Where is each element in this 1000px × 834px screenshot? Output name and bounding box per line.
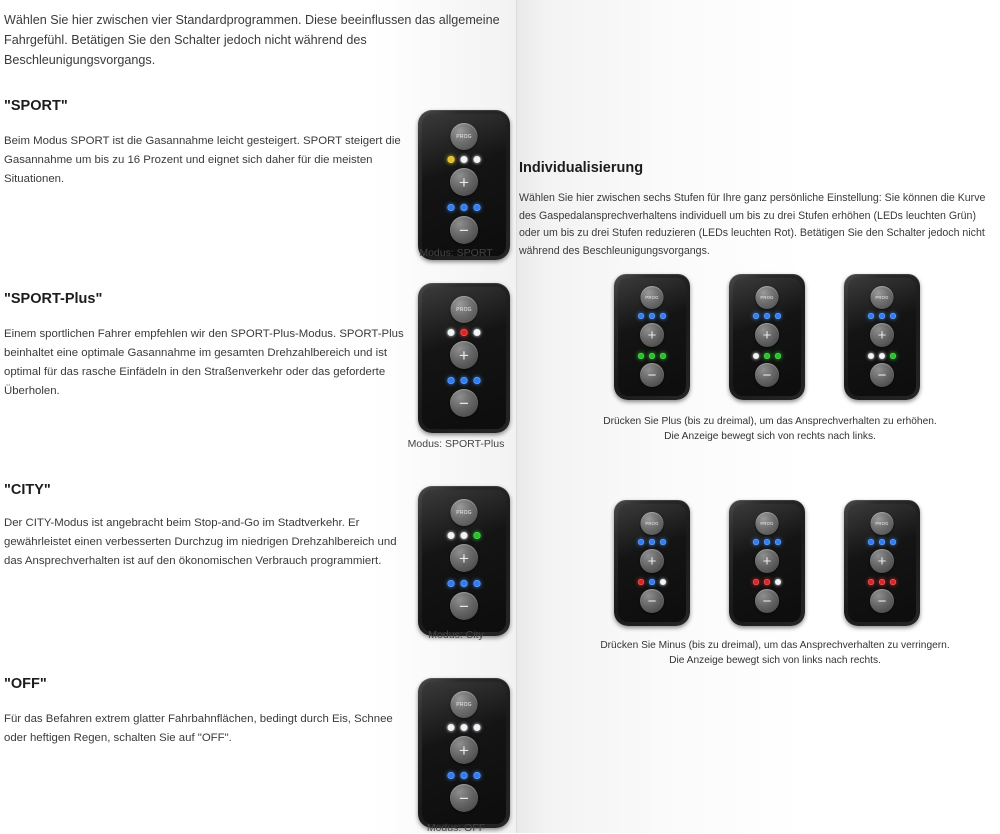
sport-led-row bbox=[448, 204, 481, 211]
plus-2-prog-knob[interactable]: PROG bbox=[756, 286, 779, 309]
minus-3-plus-button[interactable]: + bbox=[870, 549, 894, 573]
minus-2-face bbox=[733, 504, 801, 622]
plus-1-led-blue bbox=[638, 313, 644, 319]
sport-led-row bbox=[448, 156, 481, 163]
device-plus-step-3[interactable] bbox=[844, 274, 920, 400]
minus-3-led-red bbox=[890, 579, 896, 585]
plus-3-led-row bbox=[868, 313, 896, 319]
minus-1-led-blue bbox=[649, 579, 655, 585]
minus-2-plus-button[interactable]: + bbox=[755, 549, 779, 573]
off-prog-knob[interactable]: PROG bbox=[451, 691, 478, 718]
minus-3-led-red bbox=[868, 579, 874, 585]
minus-3-face bbox=[848, 504, 916, 622]
city-led-white bbox=[448, 532, 455, 539]
plus-1-minus-button[interactable]: − bbox=[640, 363, 664, 387]
plus-3-led-blue bbox=[879, 313, 885, 319]
city-prog-knob[interactable]: PROG bbox=[451, 499, 478, 526]
plus-3-prog-knob[interactable]: PROG bbox=[871, 286, 894, 309]
caption-city: Modus: City bbox=[428, 629, 484, 641]
device-plus-step-2[interactable] bbox=[729, 274, 805, 400]
off-led-blue bbox=[474, 772, 481, 779]
sport-plus-prog-knob[interactable]: PROG bbox=[451, 296, 478, 323]
sport-plus-led-blue bbox=[474, 377, 481, 384]
plus-2-led-row bbox=[753, 313, 781, 319]
plus-1-face bbox=[618, 278, 686, 396]
plus-3-face bbox=[848, 278, 916, 396]
section-title-city: "CITY" bbox=[4, 482, 51, 498]
off-plus-button[interactable]: + bbox=[450, 736, 478, 764]
device-off[interactable] bbox=[418, 678, 510, 828]
caption-off: Modus: OFF bbox=[426, 822, 486, 834]
plus-3-plus-button[interactable]: + bbox=[870, 323, 894, 347]
sport-plus-button[interactable]: + bbox=[450, 168, 478, 196]
sport-plus-led-blue bbox=[461, 377, 468, 384]
caption-minus-row: Drücken Sie Minus (bis zu dreimal), um das Ansprechverhalten zu verringern. Die Anzeige bewegt sich von links nach rechts. bbox=[600, 640, 950, 666]
city-minus-button[interactable]: − bbox=[450, 592, 478, 620]
off-led-white bbox=[448, 724, 455, 731]
minus-1-led-row bbox=[638, 579, 666, 585]
off-led-row bbox=[448, 772, 481, 779]
minus-3-led-row bbox=[868, 539, 896, 545]
sport-led-blue bbox=[474, 204, 481, 211]
minus-3-led-blue bbox=[868, 539, 874, 545]
minus-3-led-red bbox=[879, 579, 885, 585]
plus-2-led-blue bbox=[753, 313, 759, 319]
device-plus-step-1[interactable] bbox=[614, 274, 690, 400]
caption-sport-plus: Modus: SPORT-Plus bbox=[407, 438, 505, 450]
individualisierung-body: Wählen Sie hier zwischen sechs Stufen für Ihre ganz persönliche Einstellung: Sie können die Kurve des Gaspedalansprechverhaltens individuell um bis zu drei Stufen erhöhen (LEDs leuchten Grün) oder um bis zu drei Stufen reduzieren (LEDs leuchten Rot). Betätigen Sie den Schalter jedoch nicht während des Beschleunigungsvorgangs. bbox=[519, 192, 986, 257]
minus-3-prog-knob[interactable]: PROG bbox=[871, 512, 894, 535]
minus-2-minus-button[interactable]: − bbox=[755, 589, 779, 613]
minus-2-led-white bbox=[775, 579, 781, 585]
sport-minus-button[interactable]: − bbox=[450, 216, 478, 244]
city-led-blue bbox=[474, 580, 481, 587]
minus-1-led-row bbox=[638, 539, 666, 545]
device-minus-step-2[interactable] bbox=[729, 500, 805, 626]
plus-1-prog-knob[interactable]: PROG bbox=[641, 286, 664, 309]
plus-2-face bbox=[733, 278, 801, 396]
city-led-row bbox=[448, 532, 481, 539]
section-body-city: Der CITY-Modus ist angebracht beim Stop-and-Go im Stadtverkehr. Er gewährleistet einen verbesserten Durchzug im niedrigen Drehzahlbereich und das Ansprechverhalten ist auf den ökonomischen Verbrauch programmiert. bbox=[4, 517, 397, 567]
plus-1-led-row bbox=[638, 353, 666, 359]
plus-1-led-green bbox=[660, 353, 666, 359]
section-title-sport: "SPORT" bbox=[4, 98, 68, 114]
plus-3-led-white bbox=[868, 353, 874, 359]
minus-1-led-blue bbox=[660, 539, 666, 545]
off-led-row bbox=[448, 724, 481, 731]
sport-plus-led-blue bbox=[448, 377, 455, 384]
plus-1-plus-button[interactable]: + bbox=[640, 323, 664, 347]
sport-plus-led-row bbox=[448, 377, 481, 384]
minus-2-led-blue bbox=[775, 539, 781, 545]
plus-1-led-green bbox=[638, 353, 644, 359]
sport-plus-minus-button[interactable]: − bbox=[450, 389, 478, 417]
sport-led-white bbox=[474, 156, 481, 163]
plus-1-led-blue bbox=[660, 313, 666, 319]
plus-2-led-green bbox=[775, 353, 781, 359]
section-body-sport: Beim Modus SPORT ist die Gasannahme leicht gesteigert. SPORT steigert die Gasannahme um bis zu 16 Prozent und eignet sich daher für die meisten Situationen. bbox=[4, 135, 401, 185]
plus-3-led-blue bbox=[868, 313, 874, 319]
minus-1-prog-knob[interactable]: PROG bbox=[641, 512, 664, 535]
minus-3-led-blue bbox=[890, 539, 896, 545]
caption-sport: Modus: SPORT bbox=[419, 247, 493, 259]
plus-3-led-green bbox=[890, 353, 896, 359]
plus-3-led-row bbox=[868, 353, 896, 359]
minus-2-led-blue bbox=[764, 539, 770, 545]
minus-2-led-row bbox=[753, 579, 781, 585]
minus-1-face bbox=[618, 504, 686, 622]
minus-1-led-blue bbox=[649, 539, 655, 545]
intro-paragraph: Wählen Sie hier zwischen vier Standardprogrammen. Diese beeinflussen das allgemeine Fahrgefühl. Betätigen Sie den Schalter jedoch nicht während des Beschleunigungsvorgangs. bbox=[4, 13, 500, 67]
device-sport-plus[interactable] bbox=[418, 283, 510, 433]
minus-2-led-red bbox=[753, 579, 759, 585]
device-minus-step-3[interactable] bbox=[844, 500, 920, 626]
minus-1-minus-button[interactable]: − bbox=[640, 589, 664, 613]
section-body-off: Für das Befahren extrem glatter Fahrbahnflächen, bedingt durch Eis, Schnee oder heftigen Regen, schalten Sie auf "OFF". bbox=[4, 713, 393, 744]
sport-led-blue bbox=[461, 204, 468, 211]
plus-2-led-white bbox=[753, 353, 759, 359]
city-led-white bbox=[461, 532, 468, 539]
device-sport[interactable] bbox=[418, 110, 510, 260]
sport-plus-led-row bbox=[448, 329, 481, 336]
sport-led-white bbox=[461, 156, 468, 163]
sport-plus-plus-button[interactable]: + bbox=[450, 341, 478, 369]
sport-plus-led-red bbox=[461, 329, 468, 336]
section-title-sport-plus: "SPORT-Plus" bbox=[4, 291, 103, 307]
sport-led-yellow bbox=[448, 156, 455, 163]
sport-plus-face bbox=[422, 287, 506, 429]
plus-2-led-blue bbox=[764, 313, 770, 319]
off-led-white bbox=[474, 724, 481, 731]
city-led-blue bbox=[461, 580, 468, 587]
sport-prog-knob[interactable]: PROG bbox=[451, 123, 478, 150]
off-led-white bbox=[461, 724, 468, 731]
city-led-green bbox=[474, 532, 481, 539]
plus-2-led-green bbox=[764, 353, 770, 359]
section-title-off: "OFF" bbox=[4, 676, 47, 692]
minus-2-prog-knob[interactable]: PROG bbox=[756, 512, 779, 535]
plus-3-led-blue bbox=[890, 313, 896, 319]
minus-3-led-blue bbox=[879, 539, 885, 545]
plus-3-led-white bbox=[879, 353, 885, 359]
city-led-row bbox=[448, 580, 481, 587]
minus-1-led-blue bbox=[638, 539, 644, 545]
sport-plus-led-white bbox=[474, 329, 481, 336]
individualisierung-title: Individualisierung bbox=[519, 160, 644, 176]
minus-2-led-blue bbox=[753, 539, 759, 545]
off-led-blue bbox=[461, 772, 468, 779]
section-body-sport-plus: Einem sportlichen Fahrer empfehlen wir den SPORT-Plus-Modus. SPORT-Plus beinhaltet eine optimale Gasannahme im gesamten Drehzahlbereich und ist optimal für das rasche Einfädeln in den Straßenverkehr oder das geforderte Überholen. bbox=[4, 328, 404, 397]
device-minus-step-1[interactable] bbox=[614, 500, 690, 626]
city-led-blue bbox=[448, 580, 455, 587]
minus-1-plus-button[interactable]: + bbox=[640, 549, 664, 573]
city-face bbox=[422, 490, 506, 632]
sport-led-blue bbox=[448, 204, 455, 211]
minus-2-led-red bbox=[764, 579, 770, 585]
sport-plus-led-white bbox=[448, 329, 455, 336]
plus-1-led-row bbox=[638, 313, 666, 319]
plus-2-led-blue bbox=[775, 313, 781, 319]
plus-2-led-row bbox=[753, 353, 781, 359]
off-face bbox=[422, 682, 506, 824]
device-city[interactable] bbox=[418, 486, 510, 636]
off-minus-button[interactable]: − bbox=[450, 784, 478, 812]
plus-1-led-green bbox=[649, 353, 655, 359]
caption-plus-row: Drücken Sie Plus (bis zu dreimal), um das Ansprechverhalten zu erhöhen. Die Anzeige bewegt sich von rechts nach links. bbox=[603, 416, 937, 442]
city-plus-button[interactable]: + bbox=[450, 544, 478, 572]
plus-1-led-blue bbox=[649, 313, 655, 319]
plus-3-minus-button[interactable]: − bbox=[870, 363, 894, 387]
sport-face bbox=[422, 114, 506, 256]
minus-3-minus-button[interactable]: − bbox=[870, 589, 894, 613]
minus-3-led-row bbox=[868, 579, 896, 585]
plus-2-plus-button[interactable]: + bbox=[755, 323, 779, 347]
minus-1-led-white bbox=[660, 579, 666, 585]
off-led-blue bbox=[448, 772, 455, 779]
plus-2-minus-button[interactable]: − bbox=[755, 363, 779, 387]
minus-1-led-red bbox=[638, 579, 644, 585]
minus-2-led-row bbox=[753, 539, 781, 545]
